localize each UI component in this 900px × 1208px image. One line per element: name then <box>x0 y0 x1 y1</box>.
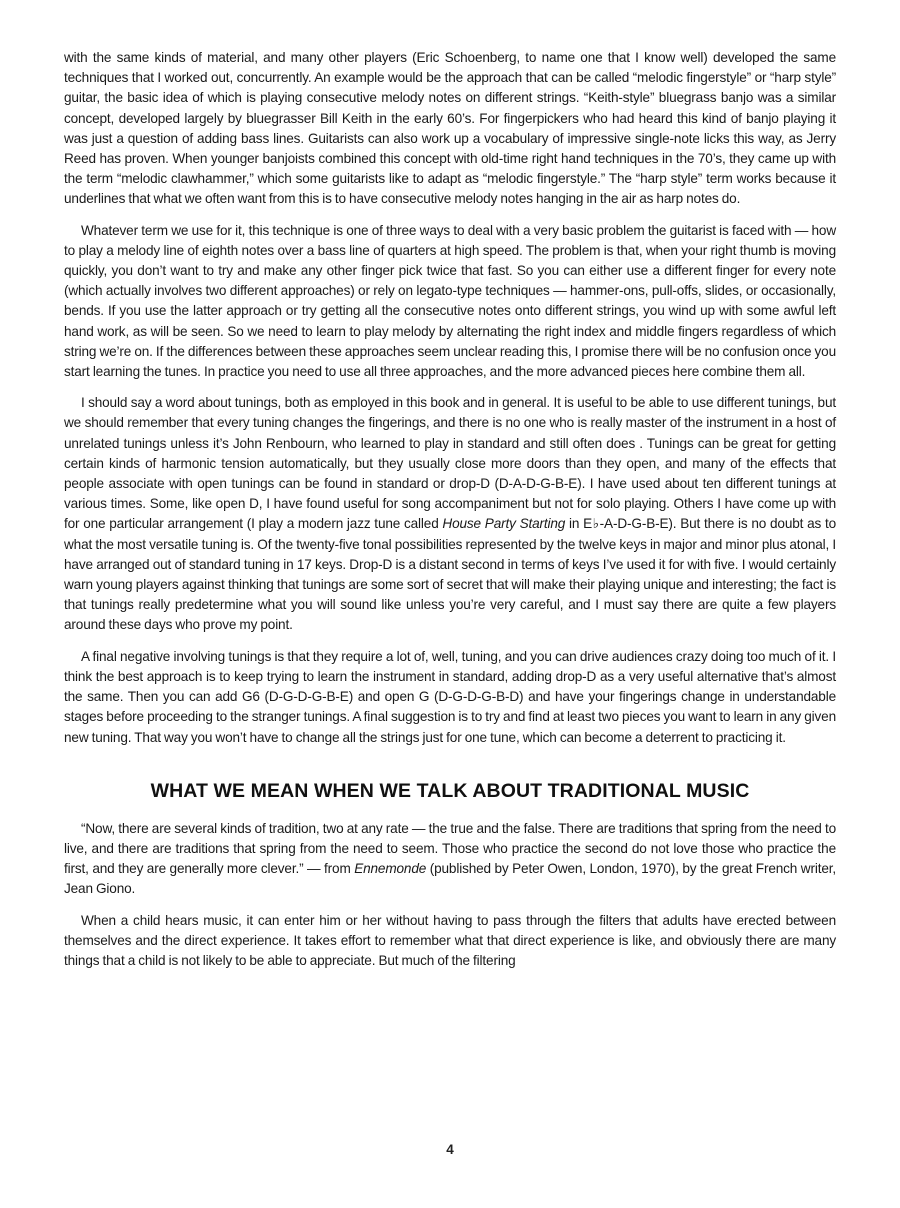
text-segment: Whatever term we use for it, this technique is one of three ways to deal with a very basic problem the guitarist is faced with — how to play a melody line of eighth notes over a bass line of quarters at high speed. The problem is that, when your right thumb is moving quickly, you don’t want to try and make any other finger pick twice that fast. So you can either use a different finger for every note (which actually involves two different approaches) or rely on legato-type techniques — hammer-ons, pull-offs, slides, or occasionally, bends. If you use the latter approach or try getting all the consecutive notes onto different strings, you wind up with some awful left hand work, as will be seen. So we need to learn to play melody by alternating the right index and middle fingers regardless of which string we’re on. If the differences between these approaches seem unclear reading this, I promise there will be no confusion once you start learning the tunes. In practice you need to use all three approaches, and the more advanced pieces here combine them all. <box>64 222 836 380</box>
italic-tune-title: House Party Starting <box>442 516 566 532</box>
text-segment: with the same kinds of material, and many other players (Eric Schoenberg, to name one that I know well) developed the same techniques that I worked out, concurrently. An example would be the approach that can be called “melodic fingerstyle” or “harp style” guitar, the basic idea of which is playing consecutive melody notes on different strings. “Keith-style” bluegrass banjo was a similar concept, developed largely by bluegrasser Bill Keith in the early 60’s. For fingerpickers who had heard this kind of banjo playing it was just a question of adding bass lines. Guitarists can also work up a vocabulary of impressive single-note licks this way, as Jerry Reed has proven. When younger banjoists combined this concept with old-time right hand techniques in the 70’s, they came up with the term “melodic clawhammer,” which some guitarists like to adapt as “melodic fingerstyle.” The “harp style” term works because it underlines that what we often want from this is to have consecutive melody notes hanging in the air as harp notes do. <box>64 50 836 207</box>
paragraph-melody-technique <box>64 221 836 383</box>
body-text-after-heading <box>64 819 836 971</box>
paragraph-tuning-negative <box>64 647 836 748</box>
text-segment: I should say a word about tunings, both as employed in this book and in general. It is useful to be able to use different tunings, but we should remember that every tuning changes the fingerings, and there is no one who is really master of the instrument in a host of unrelated tunings unless it’s John Renbourn, who learned to play in standard and still often does . Tunings can be great for getting certain kinds of harmonic tension automatically, but they usually close more doors than they open, and many of the effects that people associate with open tunings can be found in standard or drop-D (D-A-D-G-B-E). I have used about ten different tunings at various times. Some, like open D, I have found useful for song accompaniment but not for solo playing. Others I have come up with for one particular arrangement (I play a modern jazz tune called <box>64 395 836 532</box>
text-segment: “Now, there are several kinds of tradition, two at any rate — the true and the false. There are traditions that spring from the need to live, and there are traditions that spring from the need to seem. Those who practice the second do not love those who practice the first, and they are generally more clever.” — from <box>64 820 836 877</box>
text-segment: in E♭-A-D-G-B-E). But there is no doubt as to what the most versatile tuning is. Of the twenty-five tonal possibilities represented by the twelve keys in major and minor plus atonal, I have arranged out of standard tuning in 17 keys. Drop-D is a distant second in terms of keys I’ve used it for with five. I would certainly warn young players against thinking that tunings are some sort of secret that will make their playing unique and interesting; the fact is that tunings really predetermine what you will sound like unless you’re very careful, and I must say there are quite a few players around these days who prove my point. <box>64 516 836 633</box>
text-segment: (published by Peter Owen, London, 1970), by the great French writer, Jean Giono. <box>64 861 836 897</box>
page-number: 4 <box>446 1142 454 1157</box>
italic-book-title: Ennemonde <box>354 861 427 877</box>
text-segment: A final negative involving tunings is that they require a lot of, well, tuning, and you can drive audiences crazy doing too much of it. I think the best approach is to keep trying to learn the instrument in standard, adding drop-D as a very useful alternative that’s almost the same. Then you can add G6 (D-G-D-G-B-E) and open G (D-G-D-G-B-D) and have your fingerings change in understandable stages before proceeding to the stranger tunings. A final suggestion is to try and find at least two pieces you want to learn in any given new tuning. That way you won’t have to change all the strings just for one tune, which can become a deterrent to practicing it. <box>64 648 836 745</box>
section-heading: WHAT WE MEAN WHEN WE TALK ABOUT TRADITIONAL MUSIC <box>150 779 750 802</box>
paragraph-tunings <box>64 393 836 635</box>
paragraph-giono-quote <box>64 819 836 900</box>
body-text-before-heading <box>64 48 836 748</box>
paragraph-melodic-fingerstyle <box>64 48 836 210</box>
text-segment: When a child hears music, it can enter him or her without having to pass through the filters that adults have erected between themselves and the direct experience. It takes effort to remember what that direct experience is like, and obviously there are many things that a child is not likely to be able to appreciate. But much of the filtering <box>64 912 836 968</box>
paragraph-child-hears-music <box>64 911 836 972</box>
